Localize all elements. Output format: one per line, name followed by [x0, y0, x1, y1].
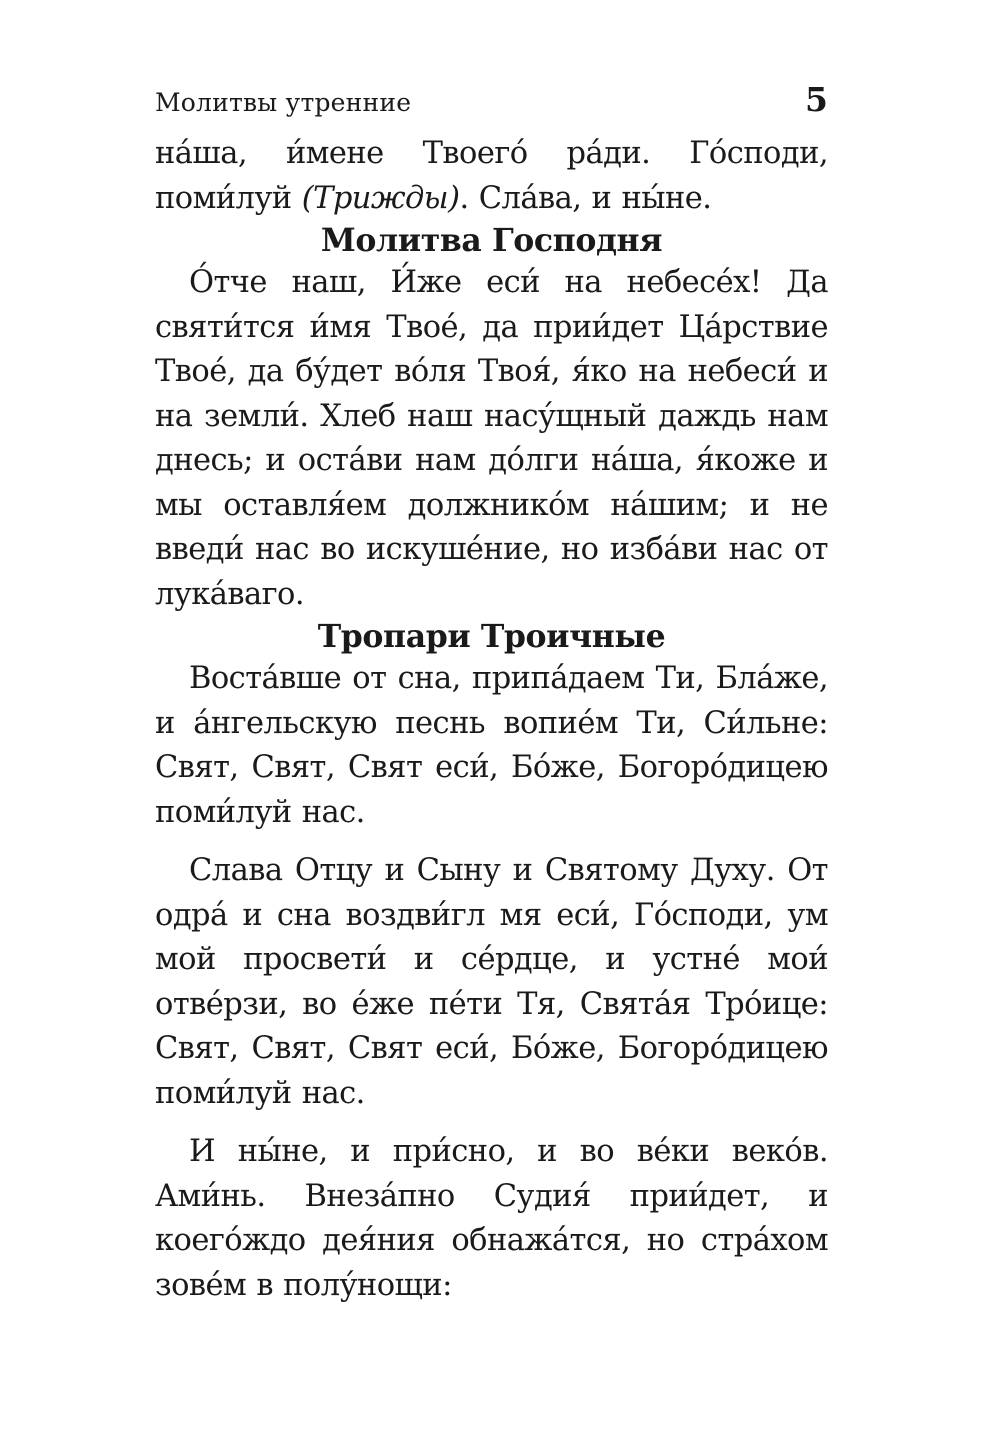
book-page: [155, 80, 828, 1308]
rubric-trizhdy: (Трижды): [301, 180, 460, 216]
running-title: Молитвы утренние: [155, 88, 412, 117]
lords-prayer-paragraph: О́тче наш, И́же еси́ на небесе́х! Да святи́тся и́мя Твое́, да прии́дет Ца́рствие Твое́, да бу́дет во́ля Твоя́, я́ко на небеси́ и на земли́. Хлеб наш насу́щный даждь нам днесь; и оста́ви нам до́лги на́ша, я́коже и мы оставля́ем должнико́м на́шим; и не введи́ нас во искуше́ние, но изба́ви нас от лука́ваго.: [155, 265, 828, 612]
intro-paragraph: [155, 132, 828, 221]
intro-text-before: на́ша, и́мене Твоего́ ра́ди. Го́споди, поми́луй: [155, 136, 828, 216]
section-heading-lords-prayer: Молитва Господня: [320, 222, 663, 259]
running-header: [155, 80, 828, 132]
section-heading-troparia: Тропари Троичные: [317, 618, 666, 655]
page-number: 5: [805, 80, 828, 119]
troparion-paragraph-2: Слава Отцу и Сыну и Святому Духу. От одра́ и сна воздви́гл мя еси́, Го́споди, ум мой просвети́ и се́рдце, и устне́ мои́ отве́рзи, во е́же пе́ти Тя, Свята́я Тро́ице: Свят, Свят, Свят еси́, Бо́же, Богоро́дицею поми́луй нас.: [155, 853, 828, 1111]
troparion-paragraph-1: Воста́вше от сна, припа́даем Ти, Бла́же, и а́нгельскую песнь вопие́м Ти, Си́льне: Свят, Свят, Свят еси́, Бо́же, Богоро́дицею поми́луй нас.: [155, 661, 828, 830]
intro-text-after: . Сла́ва, и ны́не.: [459, 180, 712, 216]
troparion-paragraph-3: И ны́не, и при́сно, и во ве́ки веко́в. Ами́нь. Внеза́пно Судия́ прии́дет, и коего́ждо дея́ния обнажа́тся, но стра́хом зове́м в полу́нощи:: [155, 1134, 828, 1303]
